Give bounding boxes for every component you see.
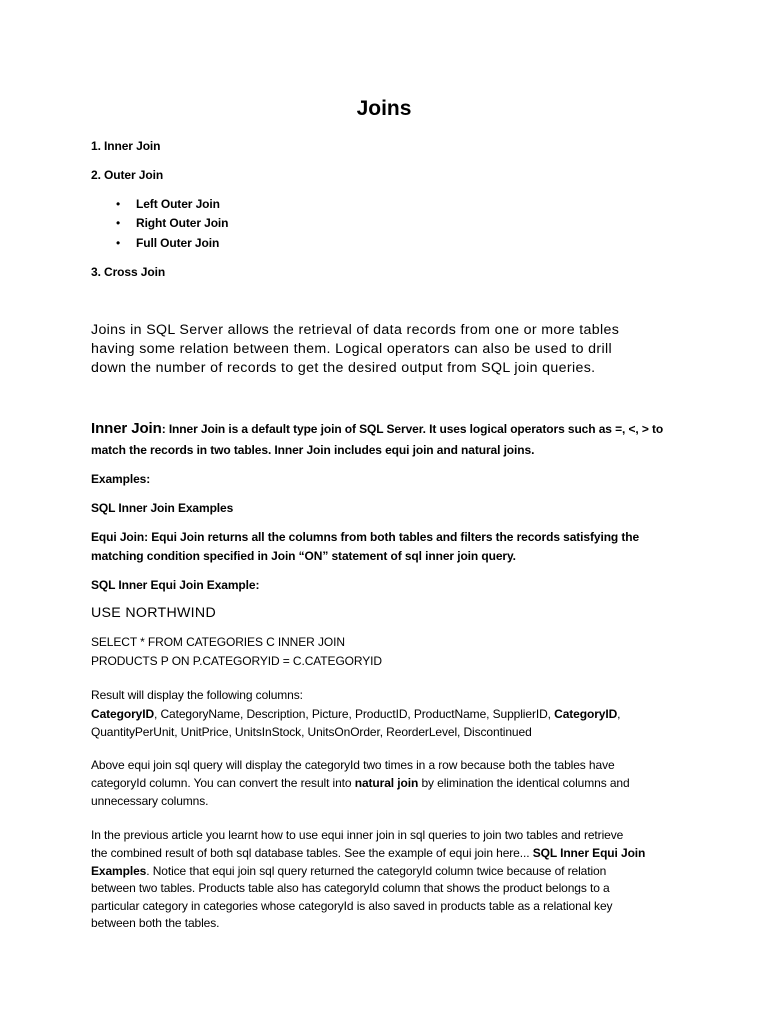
above-paragraph-line2: categoryId column. You can convert the result into natural join by elimination the identical columns and bbox=[91, 776, 630, 790]
sql-query-line: PRODUCTS P ON P.CATEGORYID = C.CATEGORYID bbox=[91, 654, 382, 668]
join-type-inner: 1. Inner Join bbox=[91, 139, 161, 153]
columns-middle: , CategoryName, Description, Picture, ProductID, ProductName, SupplierID, bbox=[154, 707, 555, 721]
use-northwind-statement: USE NORTHWIND bbox=[91, 605, 217, 621]
equi-join-example-heading: SQL Inner Equi Join Example: bbox=[91, 578, 260, 592]
previous-paragraph-line4: between two tables. Products table also has categoryId column that shows the product belongs to a bbox=[91, 881, 610, 895]
sql-inner-join-examples-heading: SQL Inner Join Examples bbox=[91, 501, 234, 515]
join-type-cross: 3. Cross Join bbox=[91, 265, 166, 279]
equi-join-line1: Equi Join: Equi Join returns all the columns from both tables and filters the records satisfying the bbox=[91, 530, 640, 544]
join-type-outer: 2. Outer Join bbox=[91, 168, 164, 182]
inner-join-heading: Inner Join bbox=[91, 420, 162, 437]
bullet-dot: • bbox=[116, 197, 121, 211]
column-categoryid-bold: CategoryID bbox=[91, 707, 155, 721]
intro-paragraph bbox=[91, 321, 619, 378]
examples-label: Examples: bbox=[91, 472, 151, 486]
result-columns-line2: QuantityPerUnit, UnitPrice, UnitsInStock, UnitsOnOrder, ReorderLevel, Discontinued bbox=[91, 725, 532, 739]
sql-query bbox=[91, 633, 382, 671]
page-title: Joins bbox=[356, 97, 412, 120]
columns-comma: , bbox=[617, 707, 621, 721]
above-paragraph-line1: Above equi join sql query will display the categoryId two times in a row because both the tables have bbox=[91, 758, 615, 772]
result-intro: Result will display the following columns: bbox=[91, 688, 303, 702]
sql-query-line: SELECT * FROM CATEGORIES C INNER JOIN bbox=[91, 635, 345, 649]
examples-link-text: Examples bbox=[91, 864, 147, 878]
previous-paragraph-line6: between both the tables. bbox=[91, 916, 220, 930]
equi-join-line2: matching condition specified in Join “ON” statement of sql inner join query. bbox=[91, 549, 516, 563]
inner-join-definition-line2: match the records in two tables. Inner Join includes equi join and natural joins. bbox=[91, 443, 535, 457]
list-item: Full Outer Join bbox=[136, 236, 220, 250]
inner-join-text: : Inner Join is a default type join of SQL Server. It uses logical operators such as =, <, > to bbox=[161, 422, 664, 436]
result-columns-line1 bbox=[91, 705, 620, 724]
intro-line: down the number of records to get the desired output from SQL join queries. bbox=[91, 360, 596, 376]
bullet-dot: • bbox=[116, 236, 121, 250]
intro-line: Joins in SQL Server allows the retrieval of data records from one or more tables bbox=[91, 322, 620, 338]
previous-paragraph-line5: particular category in categories whose categoryId is also saved in products table as a relational key bbox=[91, 899, 613, 913]
previous-paragraph-line2: the combined result of both sql database tables. See the example of equi join here... SQL Inner Equi Join bbox=[91, 846, 646, 860]
list-item: Right Outer Join bbox=[136, 216, 229, 230]
previous-paragraph-line1: In the previous article you learnt how to use equi inner join in sql queries to join two tables and retrieve bbox=[91, 828, 624, 842]
natural-join-term: natural join bbox=[354, 776, 419, 790]
intro-line: having some relation between them. Logical operators can also be used to drill bbox=[91, 341, 613, 357]
previous-paragraph-line3: Examples. Notice that equi join sql query returned the categoryId column twice because of relation bbox=[91, 864, 607, 878]
above-paragraph-line3: unnecessary columns. bbox=[91, 794, 209, 808]
inner-join-definition-line1 bbox=[91, 419, 663, 439]
list-item: Left Outer Join bbox=[136, 197, 220, 211]
equi-join-link-text: SQL Inner Equi Join bbox=[532, 846, 646, 860]
column-categoryid-bold: CategoryID bbox=[554, 707, 618, 721]
bullet-dot: • bbox=[116, 216, 121, 230]
